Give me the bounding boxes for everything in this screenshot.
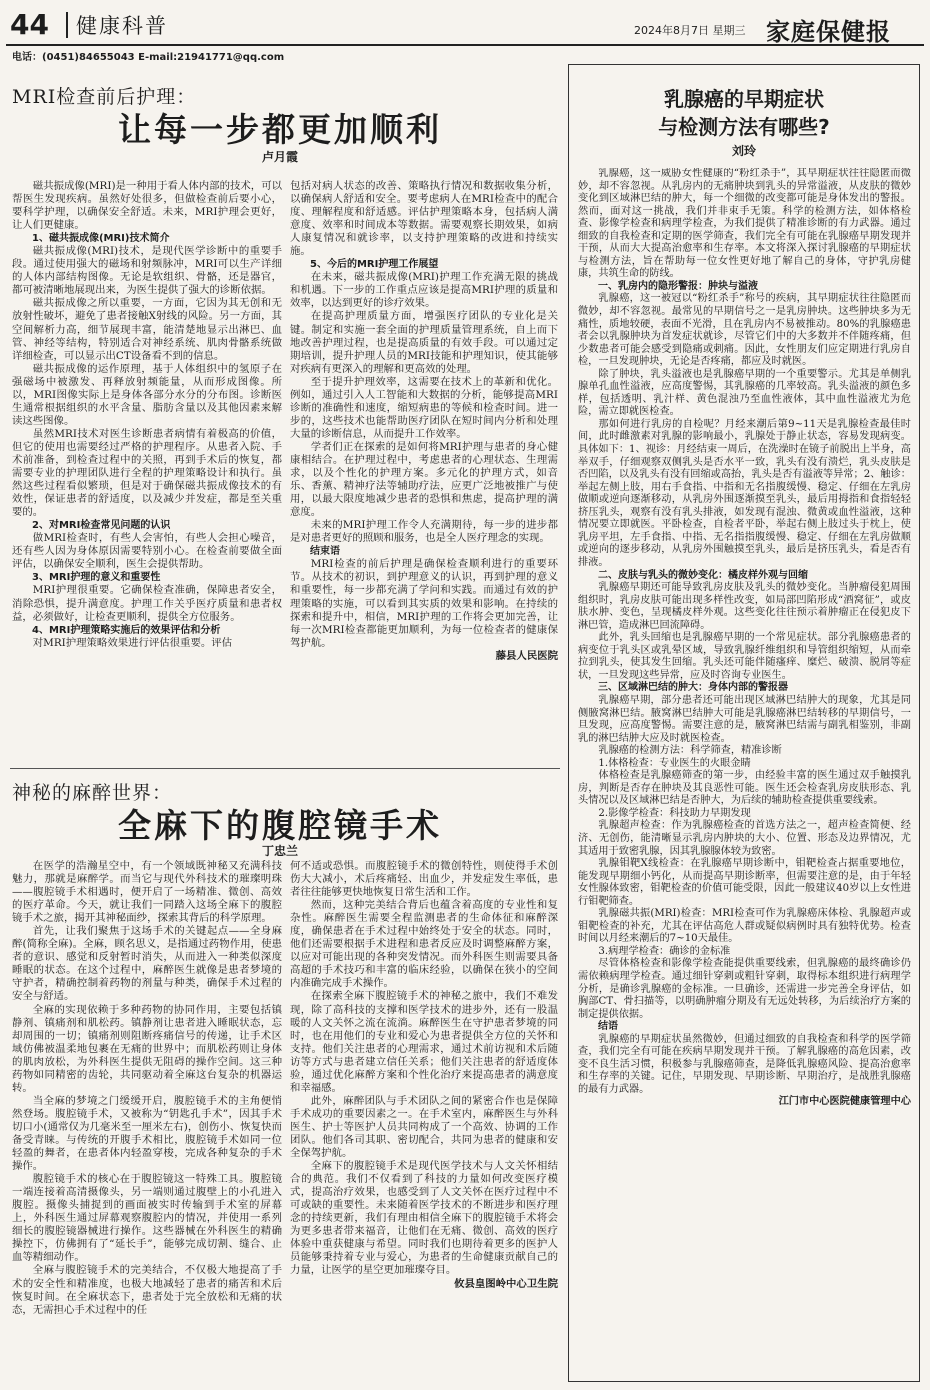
paragraph: 全麻的实现依赖于多种药物的协同作用，主要包括镇静剂、镇痛剂和肌松药。镇静剂让患者进入睡眠状态，忘却周围的一切；镇痛剂则阻断疼痛信号的传递，让手术区域仿佛被温柔地包裹在无痛的世界中；而肌松药则让身体的肌肉放松，为外科医生提供无阻碍的操作空间。这三种药物如同精密的齿轮，共同驱动着全麻这台复杂的机器运转。 (12, 1003, 282, 1094)
paragraph: 磁共振成像的运作原理，基于人体组织中的氢原子在强磁场中被激发、再释放射频能量，从而形成图像。所以，MRI图像实际上是身体各部分水分的分布图。诊断医生通常根据组织的水平含量、脂肪含量以及其他因素来解读这些图像。 (12, 362, 282, 427)
paragraph: 至于提升护理效率，这需要在技术上的革新和优化。例如，通过引入人工智能和大数据的分析，能够提高MRI诊断的准确性和速度，缩短病患的等候和检查时间。进一步的，这些技术也能帮助医疗团队在短时间内分析和处理大量的诊断信息，从而提升工作效率。 (290, 375, 558, 440)
paragraph: 学者们正在探索的是如何将MRI护理与患者的身心健康相结合。在护理过程中，考虑患者的心理状态、生理需求，以及个性化的护理方案。多元化的护理方式，如音乐、香薰、精神疗法等辅助疗法，应更广泛地被推广与使用，以最大限度地减少患者的恐惧和焦虑，提高护理的满意度。 (290, 440, 558, 519)
article2-title: 全麻下的腹腔镜手术 (118, 806, 442, 845)
paragraph: 乳腺癌的早期症状虽然微妙，但通过细致的自我检查和科学的医学筛查，我们完全有可能在疾病早期发现并干预。了解乳腺癌的高危因素，改变不良生活习惯，积极参与乳腺癌筛查，是降低乳腺癌风险、提高治愈率和生存率的关键。记住，早期发现、早期诊断、早期治疗，是战胜乳腺癌的最有力武器。 (578, 1033, 911, 1095)
paragraph: 2.影像学检查：科技助力早期发现 (598, 807, 751, 819)
paragraph: 乳腺癌，这一被冠以“粉红杀手”称号的疾病，其早期症状往往隐匿而微妙，却不容忽视。最常见的早期信号之一是乳房肿块。这些肿块多为无痛性，质地较硬，表面不光滑，且在乳房内不易被推动。80%的乳腺癌患者会以乳腺肿块为首发症状就诊，尽管它们中的大多数并不伴随疼痛，但少数患者可能会感受到隐痛或刺痛。因此，女性朋友们应定期进行乳房自检，一旦发现肿块，无论是否疼痛，都应及时就医。 (578, 293, 911, 368)
subheading: 结语 (598, 1021, 618, 1033)
paragraph: 体格检查是乳腺癌筛查的第一步，由经验丰富的医生通过双手触摸乳房，判断是否存在肿块及其良恶性可能。医生还会检查乳房皮肤形态、乳头情况以及区域淋巴结是否肿大，为后续的辅助检查提供重要线索。 (578, 770, 911, 807)
paragraph: 包括对病人状态的改善、策略执行情况和数据收集分析，以确保病人舒适和安全。要考虑病人在MRI检查中的配合度、理解程度和舒适感。评估护理策略本身，包括病人满意度、效率和时间成本等数据。需要观察长期效果，如病人康复情况和就诊率，以支持护理策略的改进和持续实施。 (290, 180, 558, 258)
paragraph: 何不适或恐惧。而腹腔镜手术的微创特性，则使得手术创伤大大减小，术后疼痛轻、出血少，并发症发生率低，患者往往能够更快地恢复日常生活和工作。 (290, 860, 558, 899)
paragraph: 在提高护理质量方面，增强医疗团队的专业化是关键。制定和实施一套全面的护理质量管理系统，自上而下地改善护理过程，也是提高质量的有效手段。可以通过定期培训，提升护理人员的MRI技能和护理知识，使其能够对疾病有更深入的理解和更高效的处理。 (290, 310, 558, 375)
section-name: 健康科普 (76, 14, 168, 38)
article1-title: 让每一步都更加顺利 (118, 110, 442, 149)
subheading: 二、皮肤与乳头的微妙变化：橘皮样外观与回缩 (598, 569, 808, 581)
paragraph: 乳腺磁共振(MRI)检查：MRI检查可作为乳腺癌床体检、乳腺超声或钼靶检查的补充，尤其在评估高危人群或疑似病例时具有独特优势。检查时间以月经来潮后的7~10天最佳。 (578, 908, 911, 945)
masthead (6, 6, 924, 46)
paragraph: 首先，让我们聚焦于这场手术的关键起点——全身麻醉(简称全麻)。全麻，顾名思义，是指通过药物作用，使患者的意识、感觉和反射暂时消失，从而进入一种类似深度睡眠的状态。在这个过程中，麻醉医生就像是患者梦境的守护者，精确控制着药物的剂量与种类，确保手术过程的安全与舒适。 (12, 925, 282, 1003)
subheading: 3、MRI护理的意义和重要性 (32, 572, 161, 584)
paragraph: 腹腔镜手术的核心在于腹腔镜这一特殊工具。腹腔镜一端连接着高清摄像头，另一端则通过腹壁上的小孔进入腹腔。摄像头捕捉到的画面被实时传输到手术室的屏幕上，外科医生通过屏幕观察腹腔内的情况，并使用一系列细长的腹腔镜器械进行操作。这些器械在外科医生的精确操控下，仿佛拥有了“延长手”，能够完成切割、缝合、止血等精细动作。 (12, 1173, 282, 1264)
paragraph: 磁共振成像(MRI)技术，是现代医学诊断中的重要手段。通过使用强大的磁场和射频脉冲，MRI可以生产详细的人体内部结构图像。无论是软组织、骨骼，还是器官，都可被清晰地展现出来，为医生提供了强大的诊断依据。 (12, 245, 282, 297)
paragraph: 未来的MRI护理工作令人充满期待，每一步的进步都是对患者更好的照顾和服务，也是全人医疗理念的实现。 (290, 519, 558, 545)
article2-column-1 (12, 860, 282, 1380)
paragraph: 当全麻的梦境之门缓缓开启，腹腔镜手术的主角便悄然登场。腹腔镜手术，又被称为“钥匙孔手术”，因其手术切口小(通常仅为几毫米至一厘米左右)，创伤小、恢复快而备受青睐。与传统的开腹手术相比，腹腔镜手术如同一位轻盈的舞者，在患者体内轻盈穿梭，完成各种复杂的手术操作。 (12, 1094, 282, 1173)
article1-kicker: MRI检查前后护理： (12, 86, 197, 108)
paragraph: MRI护理很重要。它确保检查准确，保障患者安全，消除恐惧，提升满意度。护理工作关乎医疗质量和患者权益，必须做好，让检查更顺利，提供全方位服务。 (12, 584, 282, 623)
paragraph: 那如何进行乳房的自检呢？月经来潮后第9~11天是乳腺检查最佳时间，此时雌激素对乳腺的影响最小，乳腺处于静止状态，容易发现病变。具体如下：1、视诊：月经结束一周后，在洗澡时在镜子前脱出上半身，高举双手，仔细观察双侧乳头是否水平一致，乳头有没有溃烂，乳头皮肤是否凹陷，以及乳头有没有回缩或高抬，乳头是否有溢液等异常；2、触诊：举起左侧上肢，用右手食指、中指和无名指腹缓慢、稳定、仔细在左乳房做顺或逆向逐渐移动，从乳房外围逐渐摸至乳头，最后用拇指和食指轻轻挤压乳头，观察有没有乳头排液，如发现有混浊、微黄或血性溢液，这种情况要立即就医。平卧检查，自检者平卧，举起右侧上肢过头于枕上，使乳房平坦，左手食指、中指、无名指指腹缓慢、稳定、仔细在左乳房做顺或逆向的逐步移动，从乳房外围触摸至乳头，最后是挤压乳头，看是否有排液。 (578, 418, 911, 568)
article3-title-line2: 与检测方法有哪些? (658, 115, 830, 139)
paragraph: 1.体格检查：专业医生的火眼金睛 (598, 757, 751, 769)
article2-kicker: 神秘的麻醉世界： (12, 782, 173, 804)
paragraph: 在未来，磁共振成像(MRI)护理工作充满无限的挑战和机遇。下一步的工作重点应该是提高MRI护理的质量和效率，以达到更好的诊疗效果。 (290, 271, 558, 310)
paragraph: 磁共振成像(MRI)是一种用于看人体内部的技术，可以帮医生发现疾病。虽然好处很多，但做检查前后要小心，要科学护理，以确保安全舒适。未来，MRI护理会更好，让人们更健康。 (12, 180, 282, 232)
paragraph: 乳腺癌早期还可能导致乳房皮肤及乳头的微妙变化。当肿瘤侵犯周围组织时，乳房皮肤可能出现多样性改变，如局部凹陷形成“酒窝征”，或皮肤水肿、变色，呈现橘皮样外观。这些变化往往预示着肿瘤正在侵犯皮下淋巴管，造成淋巴回流障碍。 (578, 582, 911, 631)
contact-info: 电话：(0451)84655043 E-mail:21941771@qq.com (12, 52, 285, 63)
article3-author: 刘玲 (731, 144, 756, 158)
paragraph: 3.病理学检查：确诊的金标准 (598, 945, 731, 957)
paragraph: 乳腺钼靶X线检查：在乳腺癌早期诊断中，钼靶检查占据重要地位，能发现早期细小钙化，从而提高早期诊断率，但需要注意的是，由于年轻女性腺体致密，钼靶检查的价值可能受限，因此一般建议40岁以上女性进行钼靶筛查。 (578, 858, 911, 907)
subheading: 结束语 (310, 546, 340, 558)
subheading: 三、区域淋巴结的肿大：身体内部的警报器 (598, 682, 788, 694)
subheading: 一、乳房内的隐形警报：肿块与溢液 (598, 280, 758, 292)
paragraph: MRI检查的前后护理是确保检查顺利进行的重要环节。从技术的初识，到护理意义的认识，再到护理的意义和重要性，每一步都充满了学问和实践。而通过有效的护理策略的实施，可以看到其实质的效果和影响。在持续的探索和提升中，相信，MRI护理的工作将会更加完善，让每一次MRI检查都能更加顺利，为每一位检查者的健康保驾护航。 (290, 558, 558, 649)
paragraph: 对MRI护理策略效果进行评估很重要。评估 (32, 636, 233, 649)
paragraph: 然而，这种完美结合背后也蕴含着高度的专业性和复杂性。麻醉医生需要全程监测患者的生命体征和麻醉深度，确保患者在手术过程中始终处于安全的状态。同时，他们还需要根据手术进程和患者反应及时调整麻醉方案，以应对可能出现的各种突发情况。而外科医生则需要具备高超的手术技巧和丰富的临床经验，以确保在狭小的空间内准确完成手术操作。 (290, 899, 558, 990)
paragraph: 除了肿块，乳头溢液也是乳腺癌早期的一个重要警示。尤其是单侧乳腺单孔血性溢液，应高度警惕，其乳腺癌的几率较高。乳头溢液的颜色多样，包括透明、乳汁样、黄色混浊乃至血性液体，其中血性溢液尤为危险，需立即就医检查。 (578, 368, 911, 418)
article2-author: 丁忠兰 (261, 844, 298, 858)
paragraph: 在医学的浩瀚星空中，有一个领域既神秘又充满科技魅力，那就是麻醉学。而当它与现代外科技术的璀璨明珠——腹腔镜手术相遇时，便开启了一场精准、微创、高效的医疗革命。今天，就让我们一同踏入这场全麻下的腹腔镜手术之旅，揭开其神秘面纱，探索其背后的科学原理。 (12, 860, 282, 925)
paragraph: 乳腺癌，这一威胁女性健康的“粉红杀手”，其早期症状往往隐匿而微妙，却不容忽视。从乳房内的无痛肿块到乳头的异常溢液，从皮肤的微妙变化到区域淋巴结的肿大，每一个细微的改变都可能是身体发出的警报。然而，面对这一挑战，我们并非束手无策。科学的检测方法，如体格检查、影像学检查和病理学检查，为我们提供了精准诊断的有力武器。通过细致的自我检查和定期的医学筛查，我们完全有可能在乳腺癌早期发现并干预，从而大大提高治愈率和生存率。本文将深入探讨乳腺癌的早期症状与检测方法，旨在帮助每一位女性更好地了解自己的身体，守护乳房健康，共筑生命的防线。 (578, 168, 911, 280)
paragraph: 做MRI检查时，有些人会害怕，有些人会担心噪音，还有些人因为身体原因需要特别小心。在检查前要做全面评估，以确保安全顺利，医生会提供帮助。 (12, 532, 282, 571)
paragraph: 磁共振成像之所以重要，一方面，它因为其无创和无放射性破坏，避免了患者接触X射线的风险。另一方面，其空间解析力高，细节展现丰富，能清楚地显示出淋巴、血管、神经等结构，特别适合对神经系统、肌肉骨骼系统做详细检查，可以显示出CT设备看不到的信息。 (12, 297, 282, 362)
paragraph: 乳腺癌的检测方法：科学筛查，精准诊断 (598, 745, 782, 757)
paragraph: 在探索全麻下腹腔镜手术的神秘之旅中，我们不难发现，除了高科技的支撑和医学技术的进步外，还有一股温暖的人文关怀之流在流淌。麻醉医生在守护患者梦境的同时，也在用他们的专业和爱心为患者提供全方位的关怀和支持。他们关注患者的心理需求，通过术前访视和术后随访等方式与患者建立信任关系；他们关注患者的舒适度体验，通过优化麻醉方案和个性化治疗来提高患者的满意度和幸福感。 (290, 990, 558, 1094)
paragraph: 乳腺超声检查：作为乳腺癌检查的首选方法之一，超声检查简便、经济、无创伤，能清晰显示乳房内肿块的大小、位置、形态及边界情况，尤其适用于致密乳腺，因其乳腺腺体较为致密。 (578, 820, 911, 857)
article1-author: 卢月霞 (261, 150, 298, 164)
article3-column (578, 168, 911, 1376)
masthead-divider (66, 12, 68, 38)
subheading: 2、对MRI检查常见问题的认识 (32, 520, 171, 532)
byline-institution: 攸县皇图岭中心卫生院 (454, 1277, 558, 1290)
paragraph: 全麻与腹腔镜手术的完美结合，不仅极大地提高了手术的安全性和精准度，也极大地减轻了患者的痛苦和术后恢复时间。在全麻状态下，患者处于完全放松和无痛的状态，无需担心手术过程中的任 (12, 1264, 282, 1316)
paragraph: 此外，乳头回缩也是乳腺癌早期的一个常见症状。部分乳腺癌患者的病变位于乳头区或乳晕区域，导致乳腺纤维组织和导管组织缩短，从而牵拉到乳头，使其发生回缩。乳头还可能伴随瘙痒、糜烂、破溃、脱屑等症状，一旦发现这些异常，应及时咨询专业医生。 (578, 632, 911, 681)
article1-column-2 (290, 180, 558, 745)
paragraph: 此外，麻醉团队与手术团队之间的紧密合作也是保障手术成功的重要因素之一。在手术室内，麻醉医生与外科医生、护士等医护人员共同构成了一个高效、协调的工作团队。他们各司其职、密切配合，共同为患者的健康和安全保驾护航。 (290, 1094, 558, 1160)
subheading: 5、今后的MRI护理工作展望 (310, 259, 439, 271)
article2-column-2 (290, 860, 558, 1380)
paragraph: 全麻下的腹腔镜手术是现代医学技术与人文关怀相结合的典范。我们不仅看到了科技的力量如何改变医疗模式，提高治疗效果，也感受到了人文关怀在医疗过程中不可或缺的重要性。未来随着医学技术的不断进步和医疗理念的持续更新，我们有理由相信全麻下的腹腔镜手术将会为更多患者带来福音，让他们在无痛、微创、高效的医疗体验中重获健康与希望。同时我们也期待着更多的医护人员能够秉持着专业与爱心，为患者的生命健康贡献自己的力量，让医学的星空更加璀璨夺目。 (290, 1160, 558, 1277)
paragraph: 乳腺癌早期，部分患者还可能出现区域淋巴结肿大的现象，尤其是同侧腋窝淋巴结。腋窝淋巴结肿大可能是乳腺癌淋巴结转移的早期信号，一旦发现，应高度警惕。需要注意的是，腋窝淋巴结需与副乳相鉴别，非副乳的淋巴结肿大应及时就医检查。 (578, 694, 911, 744)
article3-title-line1: 乳腺癌的早期症状 (664, 87, 824, 111)
paragraph: 虽然MRI技术对医生诊断患者病情有着极高的价值，但它的使用也需要经过严格的护理程序。从患者入院、手术前准备，到检查过程中的关照，再到手术后的恢复，都需要专业的护理团队进行全程的护理策略设计和执行。虽然这些过程看似繁琐，但是对于确保磁共振成像技术的有效性，保证患者的舒适度，以及减少并发症，都是至关重要的。 (12, 427, 282, 519)
newspaper-name: 家庭保健报 (766, 17, 891, 46)
article-divider (10, 768, 560, 769)
byline-institution: 藤县人民医院 (495, 649, 558, 662)
subheading: 4、MRI护理策略实施后的效果评估和分析 (32, 624, 221, 636)
byline-institution: 江门市中心医院健康管理中心 (778, 1096, 911, 1108)
issue-date: 2024年8月7日 星期三 (634, 24, 746, 37)
page-number: 44 (10, 8, 49, 41)
article1-column-1 (12, 180, 282, 745)
paragraph: 尽管体格检查和影像学检查能提供重要线索，但乳腺癌的最终确诊仍需依赖病理学检查。通过细针穿刺或粗针穿刺，取得标本组织进行病理学分析，是确诊乳腺癌的金标准。一旦确诊，还需进一步完善全身评估，如胸部CT、骨扫描等，以明确肿瘤分期及有无远处转移，为后续治疗方案的制定提供依据。 (578, 958, 911, 1020)
subheading: 1、磁共振成像(MRI)技术简介 (32, 233, 170, 245)
